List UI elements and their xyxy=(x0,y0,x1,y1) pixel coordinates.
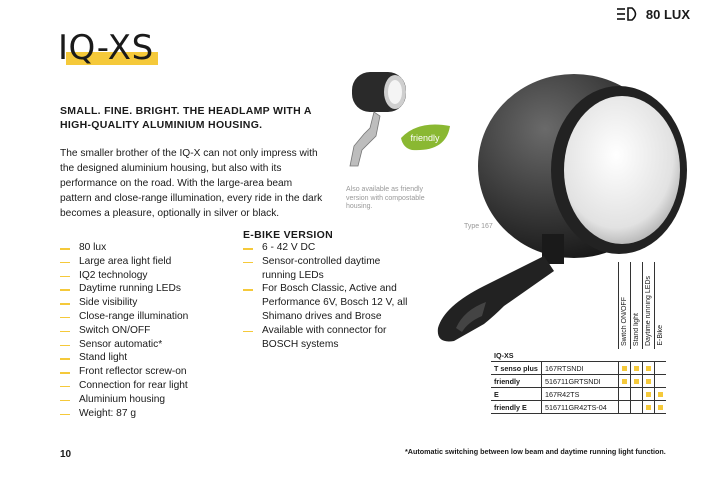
list-item: For Bosch Classic, Active and Performance 6V, Bosch 12 V, all Shimano drives and Brose xyxy=(243,282,413,323)
list-item: Aluminium housing xyxy=(60,393,240,407)
headlight-beam-icon xyxy=(616,6,640,22)
list-item: Close-range illumination xyxy=(60,310,240,324)
list-item: Side visibility xyxy=(60,296,240,310)
list-item: Weight: 87 g xyxy=(60,407,240,421)
list-item: Large area light field xyxy=(60,255,240,269)
small-caption: Also available as friendly version with compostable housing. xyxy=(346,186,425,210)
table-row: friendly E 516711GR42TS-04 xyxy=(491,401,666,414)
column-header: Stand light xyxy=(631,262,643,349)
table-row: friendly 516711GRTSNDI xyxy=(491,375,666,388)
list-item: Sensor automatic* xyxy=(60,338,240,352)
table-group: IQ-XS xyxy=(494,350,514,360)
footnote: *Automatic switching between low beam and daytime running light function. xyxy=(405,447,666,456)
list-item: 6 - 42 V DC xyxy=(243,241,413,255)
table-row: E 167R42TS xyxy=(491,388,666,401)
list-item: Daytime running LEDs xyxy=(60,282,240,296)
column-header: Daytime running LEDs xyxy=(643,262,655,349)
friendly-label: friendly xyxy=(410,133,440,143)
list-item: Front reflector screw-on xyxy=(60,365,240,379)
column-header: Switch ON/OFF xyxy=(619,262,631,349)
list-item: 80 lux xyxy=(60,241,240,255)
ebike-list xyxy=(243,241,413,351)
lux-rating xyxy=(616,6,690,22)
title-block xyxy=(58,28,154,68)
list-item: Sensor-controlled daytime running LEDs xyxy=(243,255,413,283)
list-item: Available with connector for BOSCH systems xyxy=(243,324,413,352)
list-item: Switch ON/OFF xyxy=(60,324,240,338)
variants-table xyxy=(491,262,666,414)
list-item: Connection for rear light xyxy=(60,379,240,393)
column-header: E-Bike xyxy=(655,262,667,349)
lux-label: 80 LUX xyxy=(645,6,690,22)
page-title: IQ-XS xyxy=(58,28,154,68)
ebike-heading: E-BIKE VERSION xyxy=(243,229,333,241)
list-item: IQ2 technology xyxy=(60,269,240,283)
feature-list xyxy=(60,241,240,420)
body-text: The smaller brother of the IQ-X can not only impress with the designed aluminium housing, but also with its performance on the road. With the large-area beam pattern and close-range illumination, every ride in the dark becomes a pleasure, optionally in silver or black. xyxy=(60,148,323,219)
headline: SMALL. FINE. BRIGHT. THE HEADLAMP WITH A HIGH-QUALITY ALUMINIUM HOUSING. xyxy=(60,105,312,131)
table-row: T senso plus 167RTSNDI xyxy=(491,362,666,375)
small-headlamp-image xyxy=(340,66,410,176)
page-number: 10 xyxy=(60,449,72,460)
type-label: Type 167 xyxy=(464,223,493,230)
list-item: Stand light xyxy=(60,351,240,365)
